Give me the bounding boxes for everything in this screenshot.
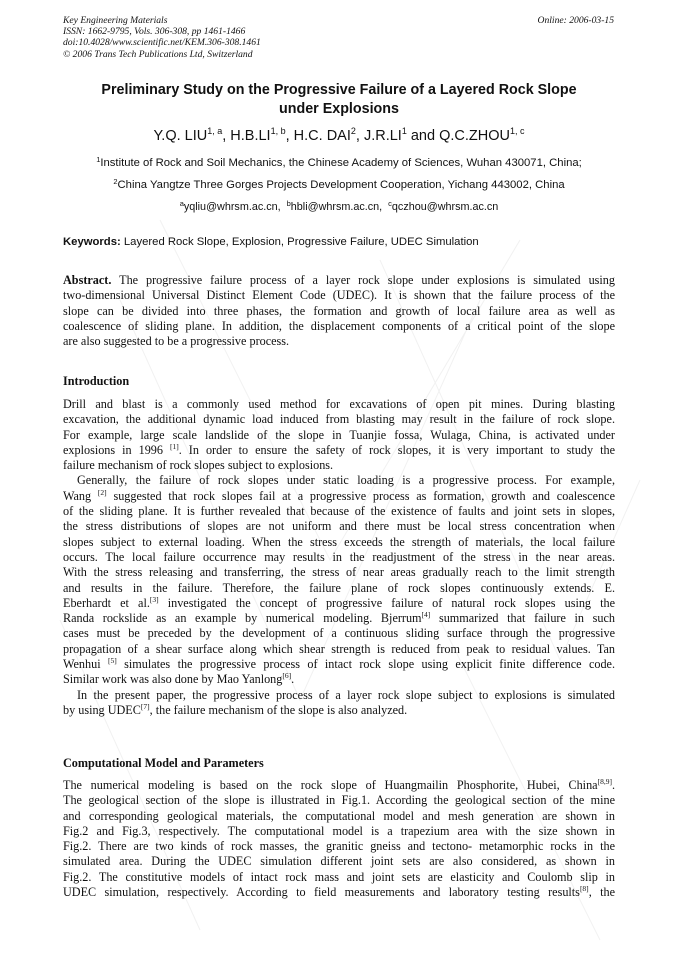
- text-line: The numerical modeling is based on the rock slope of Huangmailin Phosphorite, Hubei, China[8,9].: [63, 777, 615, 792]
- text-line: two-dimensional Universal Distinct Element Code (UDEC). It is shown that the failure process of the: [63, 288, 615, 303]
- email-mark: a: [179, 199, 184, 208]
- affiliation-text: China Yangtze Three Gorges Projects Development Cooperation, Yichang 443002, China: [117, 179, 565, 191]
- keywords-label: Keywords:: [63, 236, 121, 248]
- text-line: Randa rockslide as an example by numerical modeling. Bjerrum[4] summarized that failure in such: [63, 610, 615, 626]
- citation[interactable]: [1]: [170, 441, 179, 451]
- keywords-text: Layered Rock Slope, Explosion, Progressive Failure, UDEC Simulation: [120, 236, 479, 248]
- citation[interactable]: [7]: [140, 701, 150, 711]
- author-separator: ,: [355, 128, 364, 144]
- text-line: failure mechanism of rock slopes subject to explosions.: [63, 458, 334, 473]
- author-name: H.B.LI: [230, 128, 271, 144]
- affiliation-1: [60, 157, 618, 169]
- section-heading-introduction: Introduction: [63, 374, 130, 388]
- section-heading-computational-model: Computational Model and Parameters: [63, 756, 264, 770]
- text-line: Drill and blast is a commonly used method for excavations of open pit mines. During blasting: [63, 397, 615, 411]
- text-line: and results in the failure. Therefore, the failure plane of rock slopes continuously extends. E.: [63, 580, 615, 595]
- citation[interactable]: [3]: [149, 594, 159, 604]
- text-line: are also suggested to be a progressive process.: [63, 334, 290, 349]
- text-line: With the stress releasing and transferring, the stress of near areas gradually reach to the limit strength: [63, 565, 615, 580]
- author-affiliation-mark: 1, a: [207, 126, 223, 136]
- title-line-1: Preliminary Study on the Progressive Failure of a Layered Rock Slope: [101, 82, 577, 98]
- online-date: Online: 2006-03-15: [537, 15, 614, 26]
- author-affiliation-mark: 2: [350, 126, 356, 136]
- email-address[interactable]: hbli@whrsm.ac.cn,: [290, 201, 383, 213]
- text-line: Fig.2. The constitutive models of intact rock mass and joint sets are elasticity and Coulomb slip in: [63, 869, 615, 884]
- text-line: UDEC simulation, respectively. According to field measurements and laboratory testing results[8], the: [63, 884, 616, 900]
- email-mark: b: [286, 199, 291, 208]
- affiliation-text: Institute of Rock and Soil Mechanics, the Chinese Academy of Sciences, Wuhan 430071, China;: [100, 157, 582, 169]
- citation[interactable]: [8,9]: [597, 777, 612, 786]
- affiliation-mark: 2: [113, 177, 118, 186]
- author-separator: and: [406, 128, 440, 144]
- text-line: slope can be divided into three phases, the formation and growth of local failure area as well as: [63, 303, 615, 318]
- introduction-body: [63, 397, 615, 718]
- author-affiliation-mark: 1, c: [509, 126, 525, 136]
- author-separator: ,: [285, 128, 294, 144]
- email-mark: c: [388, 199, 392, 208]
- email-line: [60, 201, 618, 213]
- affiliation-2: [60, 179, 618, 191]
- author-name: Q.C.ZHOU: [439, 128, 510, 144]
- text-line: cases must be preceded by the development of a continuous sliding surface through the progressive: [63, 626, 615, 641]
- text-line: of the sliding plane. It is further revealed that because of the existence of faults and joint sets in slopes,: [63, 504, 615, 519]
- email-address[interactable]: yqliu@whrsm.ac.cn,: [183, 201, 281, 213]
- text-line: The geological section of the slope is illustrated in Fig.1. According the geological section of the mine: [63, 793, 615, 808]
- text-line: Fig.2. There are two kinds of rock masses, the granitic gneiss and tectono- metamorphic rocks in the: [63, 839, 615, 854]
- computational-body: [63, 778, 615, 900]
- author-affiliation-mark: 1: [401, 126, 407, 136]
- author-affiliation-mark: 1, b: [270, 126, 286, 136]
- journal-name: Key Engineering Materials: [63, 15, 168, 26]
- text-line: Generally, the failure of rock slopes under static loading is a progressive process. For example,: [77, 473, 615, 488]
- text-line: Similar work was also done by Mao Yanlong[6].: [63, 671, 295, 687]
- author-name: J.R.LI: [363, 128, 402, 144]
- text-line: In the present paper, the progressive process of a layer rock slope subject to explosions is simulated: [77, 687, 615, 702]
- citation[interactable]: [4]: [421, 610, 431, 620]
- abstract-label: Abstract.: [63, 273, 112, 287]
- text-line: slopes subject to external loading. When the stress exceeds the strength of materials, the local failure: [63, 534, 615, 549]
- citation[interactable]: [8]: [579, 884, 589, 894]
- text-line: For example, large scale landslide of the slope in Tuanjie fossa, Wulaga, China, is activated under: [63, 427, 615, 442]
- doi-line: doi:10.4028/www.scientific.net/KEM.306-308.1461: [63, 37, 261, 49]
- author-name: Y.Q. LIU: [153, 128, 208, 144]
- citation[interactable]: [5]: [108, 656, 117, 666]
- copyright-line: © 2006 Trans Tech Publications Ltd, Switzerland: [63, 48, 253, 60]
- citation[interactable]: [6]: [282, 671, 292, 681]
- author-separator: ,: [222, 128, 231, 144]
- text-line: by using UDEC[7], the failure mechanism of the slope is also analyzed.: [63, 701, 408, 717]
- text-line: explosions in 1996 [1]. In order to ensure the safety of rock slopes, it is very important to study the: [63, 441, 615, 457]
- abstract: [63, 273, 615, 349]
- text-line: and corresponding geological materials, the computational model and mesh generation are shown in: [63, 808, 615, 823]
- text-line: the stress distributions of slopes are not uniform and there must be local stress concentration when: [63, 519, 615, 534]
- author-name: H.C. DAI: [293, 128, 351, 144]
- text-line: coalescence of sliding plane. In addition, the displacement components of a critical point of the slope: [63, 318, 615, 333]
- title-line-2: under Explosions: [279, 101, 399, 117]
- text-line: simulated area. During the UDEC simulation different joint sets are also considered, as shown in: [63, 854, 615, 869]
- email-address[interactable]: qczhou@whrsm.ac.cn: [391, 201, 499, 213]
- text-line: Wang [2] suggested that rock slopes fail at a progressive process as formation, growth and coalescence: [63, 487, 615, 503]
- citation[interactable]: [2]: [97, 487, 107, 497]
- text-line: excavation, the additional dynamic load induced from blasting may result in the failure of rock slope.: [63, 412, 615, 427]
- text-line: propagation of a shear surface along which shear strength is reduced from peak to residual values. Tan: [63, 641, 615, 656]
- author-list: [60, 128, 618, 144]
- issn-line: ISSN: 1662-9795, Vols. 306-308, pp 1461-1466: [63, 26, 246, 38]
- paper-title: [60, 81, 618, 119]
- text-line: occurs. The local failure occurrence may results in the readjustment of the stress in the near areas.: [63, 549, 615, 564]
- affiliation-mark: 1: [96, 155, 101, 164]
- journal-header: [63, 15, 261, 60]
- text-line: Fig.2 and Fig.3, respectively. The computational model is a trapezium area with the size shown in: [63, 823, 615, 838]
- text-line: Eberhardt et al.[3] investigated the concept of progressive failure of natural rock slopes using the: [63, 594, 616, 610]
- keywords: [63, 236, 618, 248]
- text-line: Wenhui [5] simulates the progressive process of intact rock slope using explicit finite difference code.: [63, 656, 615, 672]
- text-line: Abstract. The progressive failure process of a layer rock slope under explosions is simulated using: [63, 273, 615, 287]
